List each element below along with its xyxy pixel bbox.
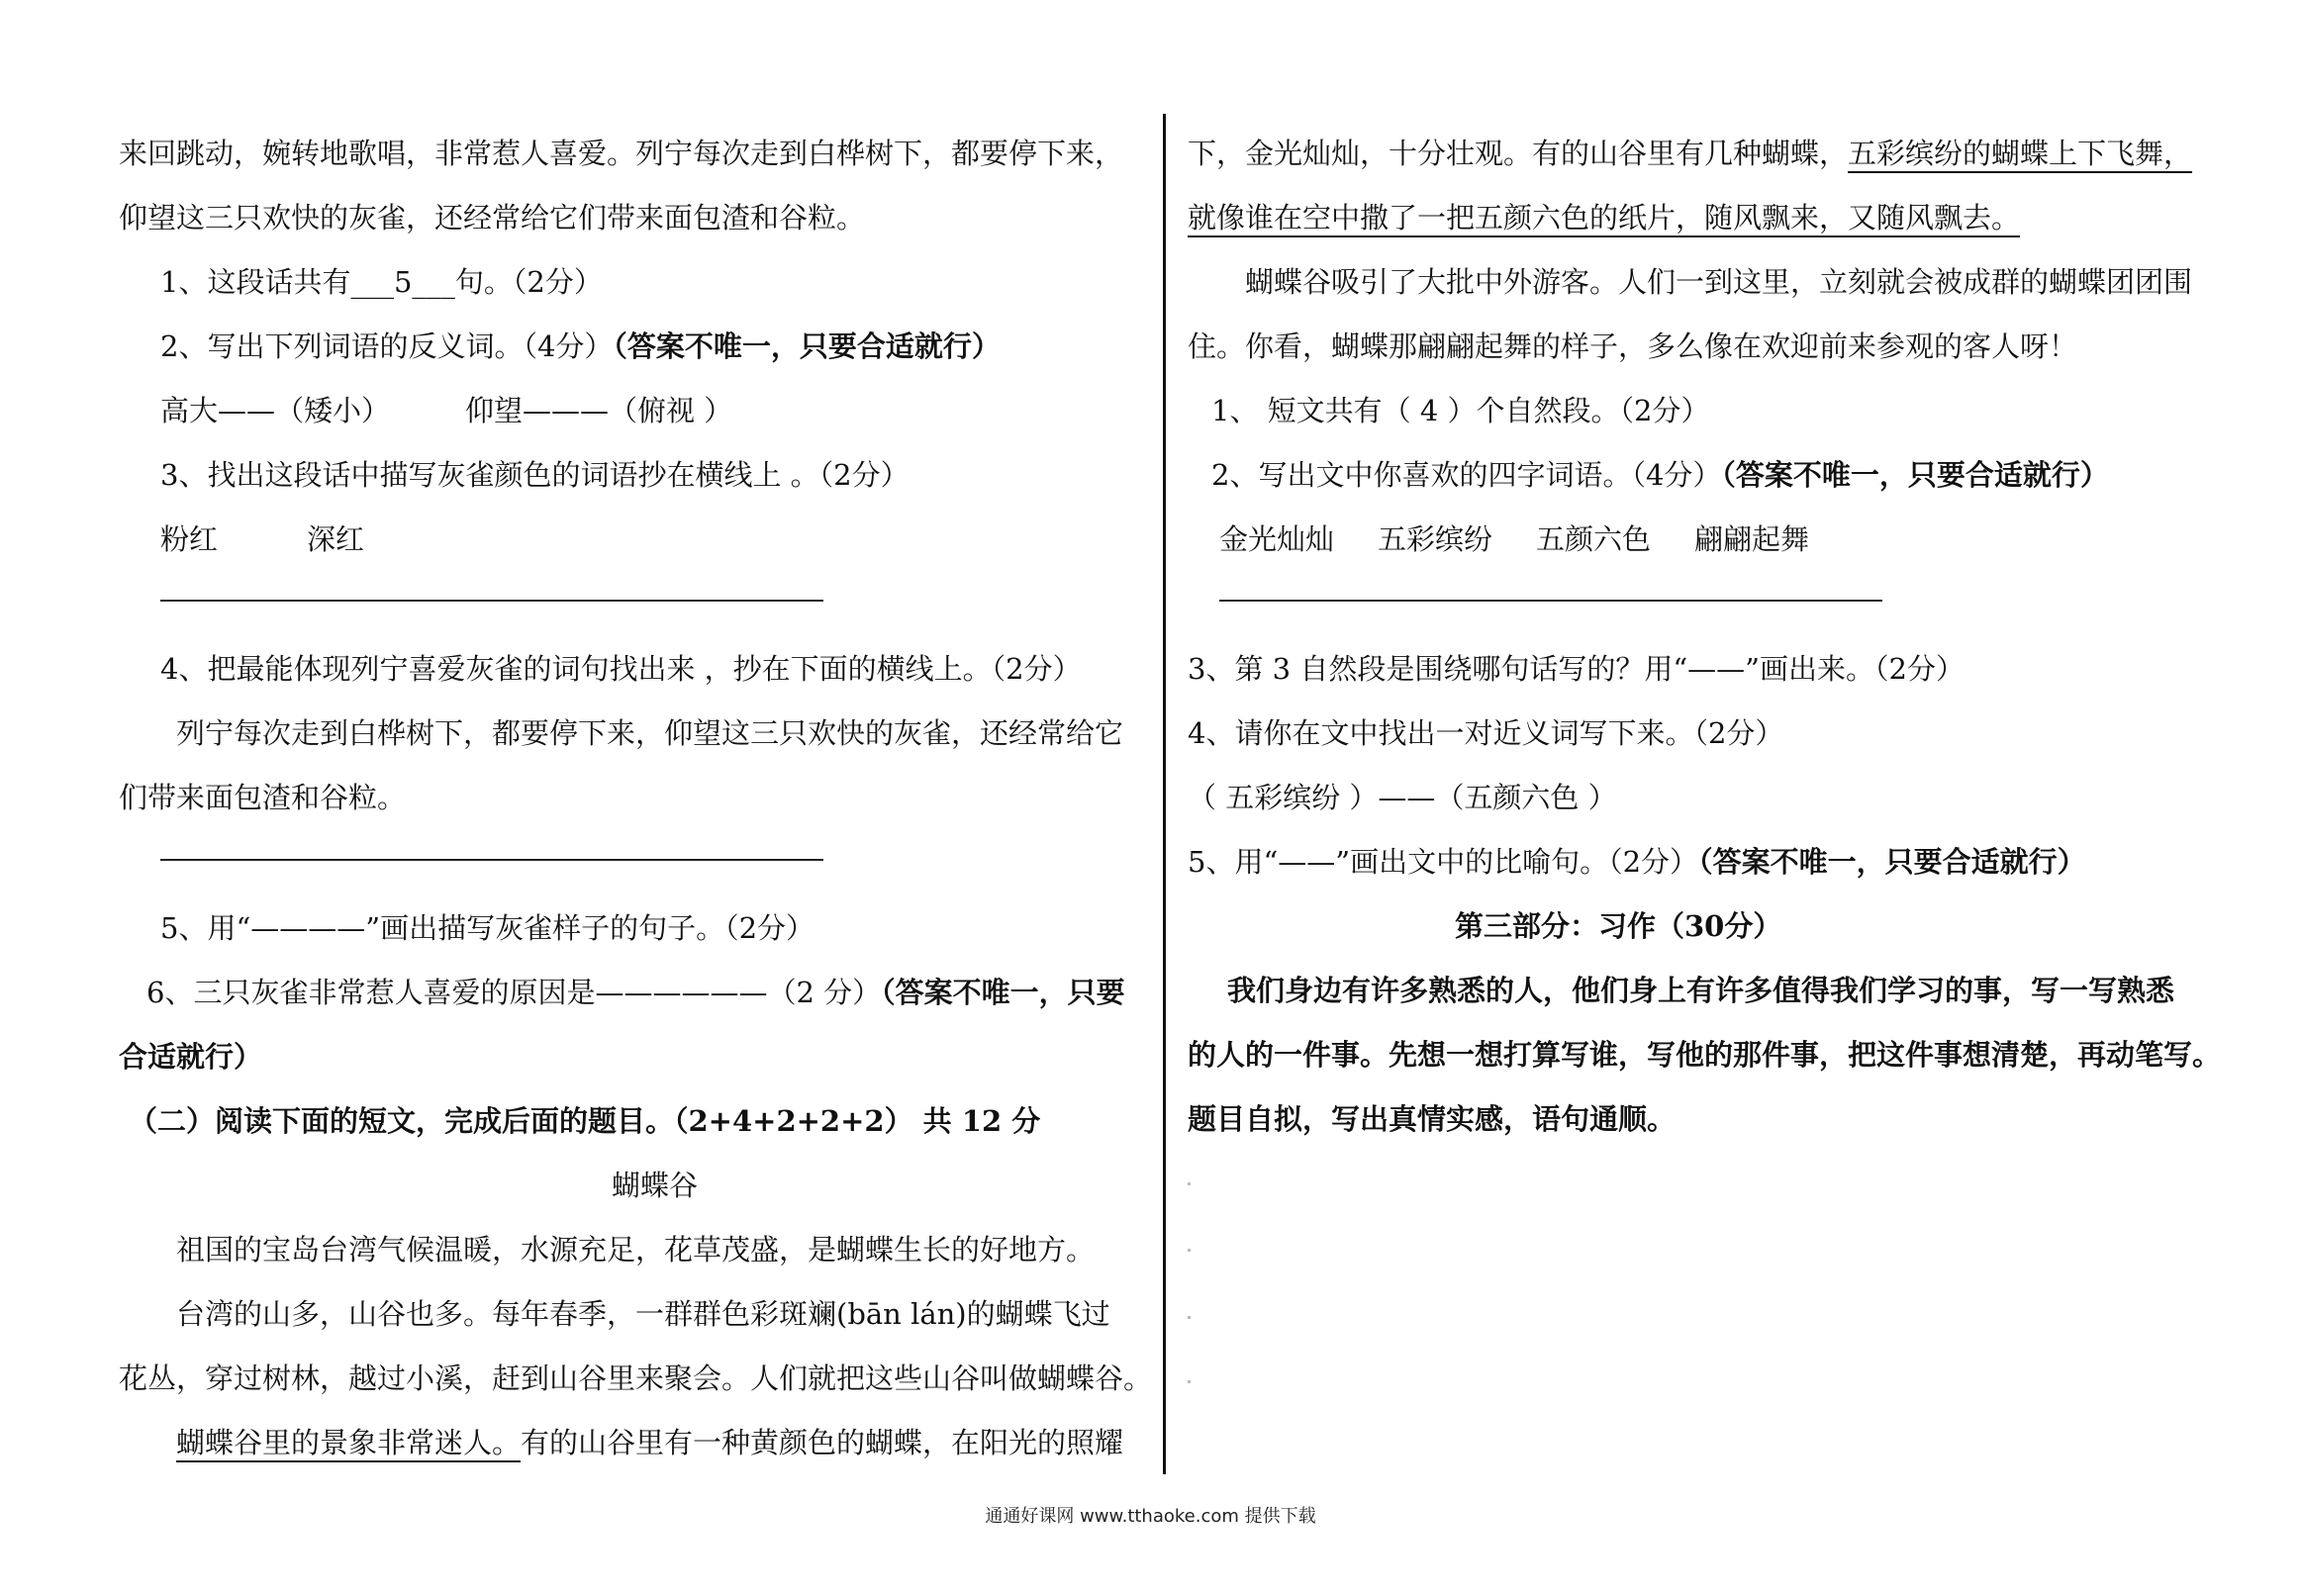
answer-note: （答案不唯一，只要合适就行） xyxy=(613,329,1001,363)
idiom-1: 金光灿灿 xyxy=(1219,522,1335,556)
synonym-answer: （ 五彩缤纷 ）——（五颜六色 ） xyxy=(1188,781,1617,814)
question-4: 4、请你在文中找出一对近义词写下来。（2分） xyxy=(1188,716,1784,750)
answer-line xyxy=(160,859,823,861)
color-word-1: 粉红 xyxy=(160,522,219,556)
question-6-text: 6、三只灰雀非常惹人喜爱的原因是——————（2 分） xyxy=(146,976,882,1009)
question-2 xyxy=(160,327,1001,366)
passage-line: 住。你看，蝴蝶那翩翩起舞的样子，多么像在欢迎前来参观的客人呀！ xyxy=(1188,329,2078,363)
question-2-text: 2、写出文中你喜欢的四字词语。（4分） xyxy=(1211,458,1722,492)
passage-line: 仰望这三只欢快的灰雀，还经常给它们带来面包渣和谷粒。 xyxy=(119,201,866,235)
passage-line: 台湾的山多，山谷也多。每年春季，一群群色彩斑斓(bān lán)的蝴蝶飞过 xyxy=(176,1297,1110,1331)
question-2-text: 2、写出下列词语的反义词。（4分） xyxy=(160,329,614,363)
question-5: 5、用“————”画出描写灰雀样子的句子。（2分） xyxy=(160,911,815,945)
question-5 xyxy=(1188,842,2086,882)
antonym-answer-2: 仰望———（俯视 ） xyxy=(465,394,733,427)
column-divider xyxy=(1163,114,1166,1474)
question-2 xyxy=(1211,455,2109,495)
answer-note: （答案不唯一，只要 xyxy=(881,976,1125,1009)
passage-text: 有的山谷里有一种黄颜色的蝴蝶，在阳光的照耀 xyxy=(521,1426,1124,1459)
composition-prompt: 我们身边有许多熟悉的人，他们身上有许多值得我们学习的事，写一写熟悉 xyxy=(1227,974,2175,1007)
passage-text: 下，金光灿灿，十分壮观。有的山谷里有几种蝴蝶， xyxy=(1188,137,1849,170)
answer-line-text: 们带来面包渣和谷粒。 xyxy=(119,781,407,814)
question-3: 3、找出这段话中描写灰雀颜色的词语抄在横线上 。（2分） xyxy=(160,458,910,492)
footer-watermark: 通通好课网 www.tthaoke.com 提供下载 xyxy=(985,1506,1316,1527)
passage-line: 蝴蝶谷吸引了大批中外游客。人们一到这里，立刻就会被成群的蝴蝶团团围 xyxy=(1245,265,2193,299)
underlined-sentence: 就像谁在空中撒了一把五颜六色的纸片，随风飘来，又随风飘去。 xyxy=(1188,201,2021,235)
passage-line: 来回跳动，婉转地歌唱，非常惹人喜爱。列宁每次走到白桦树下，都要停下来， xyxy=(119,137,1124,170)
scan-speck xyxy=(1188,1380,1191,1383)
composition-prompt: 的人的一件事。先想一想打算写谁，写他的那件事，把这件事想清楚，再动笔写。 xyxy=(1188,1038,2222,1072)
idiom-2: 五彩缤纷 xyxy=(1378,522,1493,556)
question-1: 1、 短文共有（ 4 ）个自然段。（2分） xyxy=(1211,394,1710,427)
question-4: 4、把最能体现列宁喜爱灰雀的词句找出来 ，抄在下面的横线上。（2分） xyxy=(160,652,1082,686)
answer-line xyxy=(160,600,823,602)
color-word-2: 深红 xyxy=(307,522,365,556)
passage-title: 蝴蝶谷 xyxy=(612,1169,699,1202)
answer-line-text: 列宁每次走到白桦树下，都要停下来，仰望这三只欢快的灰雀，还经常给它 xyxy=(176,716,1124,750)
idiom-3: 五颜六色 xyxy=(1536,522,1652,556)
scan-speck xyxy=(1188,1249,1191,1252)
passage-line: 祖国的宝岛台湾气候温暖，水源充足，花草茂盛，是蝴蝶生长的好地方。 xyxy=(176,1233,1096,1267)
scan-speck xyxy=(1188,1316,1191,1319)
composition-prompt: 题目自拟，写出真情实感，语句通顺。 xyxy=(1188,1102,1677,1136)
antonym-answer-1: 高大——（矮小） xyxy=(160,394,391,427)
underlined-sentence: 五彩缤纷的蝴蝶上下飞舞， xyxy=(1848,137,2193,170)
answer-note: （答案不唯一，只要合适就行） xyxy=(1721,458,2109,492)
passage-line xyxy=(176,1423,1123,1462)
underlined-sentence: 蝴蝶谷里的景象非常迷人。 xyxy=(176,1426,522,1459)
question-6 xyxy=(146,973,1125,1012)
idiom-4: 翩翩起舞 xyxy=(1694,522,1810,556)
question-3: 3、第 3 自然段是围绕哪句话写的？用“——”画出来。（2分） xyxy=(1188,652,1965,686)
passage-line xyxy=(1188,134,2192,173)
answer-note: （答案不唯一，只要合适就行） xyxy=(1698,845,2086,879)
section-3-heading: 第三部分：习作（30分） xyxy=(1455,909,1782,943)
passage-line: 花丛，穿过树林，越过小溪，赶到山谷里来聚会。人们就把这些山谷叫做蝴蝶谷。 xyxy=(119,1361,1153,1395)
answer-note-cont: 合适就行） xyxy=(119,1040,263,1074)
answer-line xyxy=(1219,600,1882,602)
scan-speck xyxy=(1188,1182,1191,1185)
right-column xyxy=(1168,0,2301,1596)
question-1: 1、这段话共有___5___句。（2分） xyxy=(160,265,603,299)
question-5-text: 5、用“——”画出文中的比喻句。（2分） xyxy=(1188,845,1699,879)
section-2-heading: （二）阅读下面的短文，完成后面的题目。（2+4+2+2+2） 共 12 分 xyxy=(129,1104,1041,1138)
